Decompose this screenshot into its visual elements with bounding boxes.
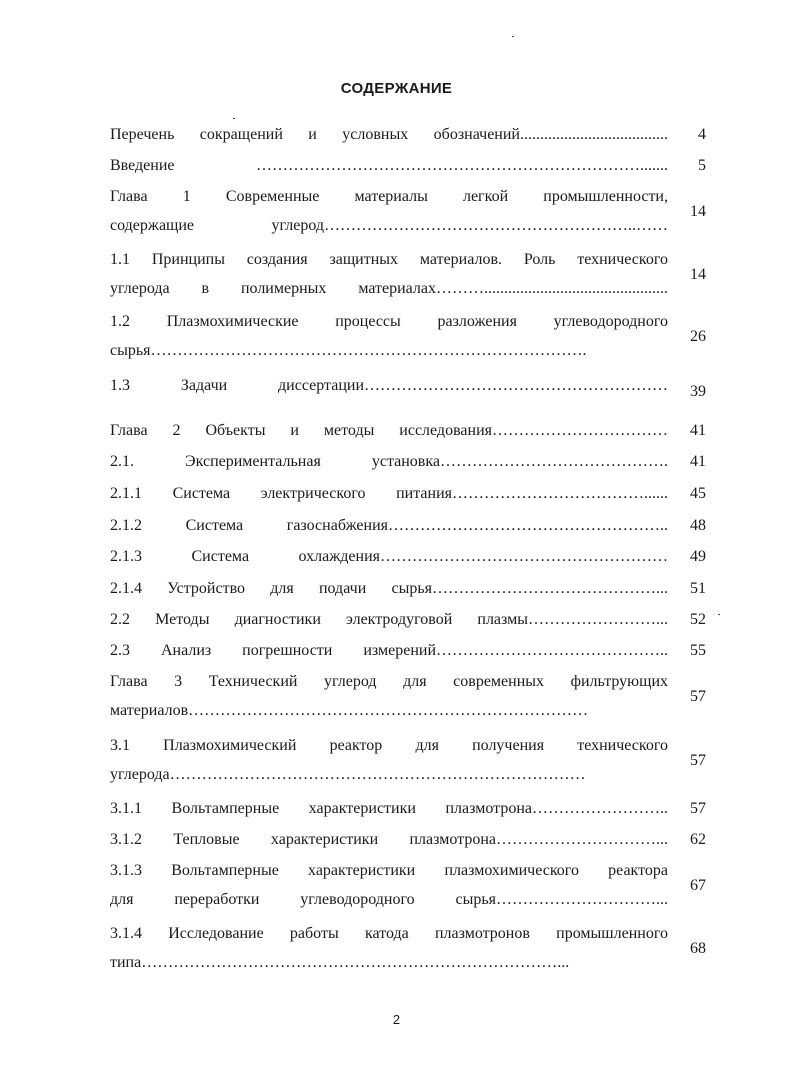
toc-entry-line: для переработки углеводородного сырья…………………………... (110, 891, 668, 908)
toc-entry (110, 120, 706, 149)
toc-entry-title: 2.1.4 Устройство для подачи сырья……………………………………... (110, 580, 668, 597)
toc-entry (110, 151, 706, 180)
toc-entry (110, 416, 706, 445)
toc-entry (110, 447, 706, 476)
toc-entry-page: 49 (690, 548, 706, 565)
toc-entry (110, 574, 706, 603)
toc-entry-page: 68 (690, 939, 706, 957)
toc-entry-line: материалов………………………………………………………………… (110, 702, 589, 719)
toc-entry-line: типа……………………………………………………………………... (110, 954, 570, 971)
toc-entry-page: 62 (690, 831, 706, 848)
toc-entry-title: 2.1. Экспериментальная установка……………………………………. (110, 453, 668, 470)
toc-entry-page: 57 (690, 800, 706, 817)
toc-entry-page: 5 (698, 157, 706, 174)
toc-entry-page: 51 (690, 580, 706, 597)
toc-entry-page: 55 (690, 642, 706, 659)
toc-entry-page: 57 (690, 687, 706, 705)
toc-entry-page: 67 (690, 876, 706, 894)
toc-entry-title (110, 245, 668, 303)
toc-entry (110, 794, 706, 823)
toc-entry-line: Глава 3 Технический углерод для современных фильтрующих (110, 673, 668, 690)
toc-entry-page: 41 (690, 453, 706, 470)
scan-speck (718, 614, 720, 615)
toc-entry-title (110, 182, 668, 240)
toc-entry-title (110, 856, 668, 914)
toc-entry-line: 3.1 Плазмохимический реактор для получения технического (110, 737, 668, 754)
toc-entry-title: 2.1.2 Система газоснабжения…………………………………………….. (110, 517, 668, 534)
toc-entry-page: 14 (690, 265, 706, 283)
scan-speck (233, 118, 235, 119)
toc-entry-page: 45 (690, 485, 706, 502)
toc-entry (110, 605, 706, 634)
toc-entry (110, 919, 706, 977)
toc-entry (110, 636, 706, 665)
toc-entry-title: 1.3 Задачи диссертации………………………………………………… (110, 377, 668, 394)
toc-entry-title: 2.2 Методы диагностики электродуговой плазмы……………………... (110, 611, 668, 628)
toc-entry-page: 41 (690, 422, 706, 439)
toc-entry-page: 39 (690, 383, 706, 400)
toc-entry-title: 2.1.1 Система электрического питания………………………………...... (110, 485, 668, 502)
toc-entry-line: углерода в полимерных материалах……….............................................. (110, 280, 668, 297)
toc-entry (110, 667, 706, 725)
scan-speck (512, 36, 514, 37)
toc-entry-line: сырья………………………………………………………………………. (110, 342, 587, 359)
toc-entry-line: 3.1.3 Вольтамперные характеристики плазмохимического реактора (110, 862, 668, 879)
page-number: 2 (392, 1012, 401, 1027)
toc-entry (110, 307, 706, 365)
toc-entry-line: 1.2 Плазмохимические процессы разложения углеводородного (110, 313, 668, 330)
toc-entry-page: 4 (698, 126, 706, 143)
toc-entry (110, 511, 706, 540)
toc-entry-line: 3.1.4 Исследование работы катода плазмотронов промышленного (110, 925, 668, 942)
toc-entry (110, 245, 706, 303)
toc-entry-title: 3.1.2 Тепловые характеристики плазмотрона…………………………... (110, 831, 668, 848)
toc-entry-page: 14 (690, 202, 706, 220)
toc-entry-line: углерода…………………………………………………………………… (110, 766, 586, 783)
toc-entry-title (110, 307, 668, 365)
toc-entry-page: 52 (690, 611, 706, 628)
toc-entry-line: 1.1 Принципы создания защитных материалов. Роль технического (110, 251, 668, 268)
toc-entry-title: 3.1.1 Вольтамперные характеристики плазмотрона…………………….. (110, 800, 668, 817)
toc-entry (110, 479, 706, 508)
toc-entry-title: Введение ………………………………………………………………....... (110, 157, 668, 174)
toc-entry (110, 856, 706, 914)
toc-entry-line: содержащие углерод…………………………………………………..…… (110, 217, 668, 234)
toc-entry-page: 57 (690, 751, 706, 769)
toc-entry (110, 371, 706, 400)
page-title: СОДЕРЖАНИЕ (340, 80, 453, 97)
toc-entry-line: Глава 1 Современные материалы легкой промышленности, (110, 188, 668, 205)
toc-entry-title: 2.3 Анализ погрешности измерений…………………………………….. (110, 642, 668, 659)
toc-entry (110, 731, 706, 789)
toc-entry-title (110, 667, 668, 725)
toc-entry-title: Перечень сокращений и условных обозначений..................................... (110, 126, 668, 143)
toc-entry-page: 26 (690, 327, 706, 345)
toc-entry-title: 2.1.3 Система охлаждения……………………………………………… (110, 548, 668, 565)
toc-entry-page: 48 (690, 517, 706, 534)
toc-entry-title (110, 731, 668, 789)
toc-entry-title (110, 919, 668, 977)
toc-entry (110, 182, 706, 240)
toc-entry-title: Глава 2 Объекты и методы исследования…………………………… (110, 422, 668, 439)
toc-entry (110, 542, 706, 571)
toc-entry (110, 825, 706, 854)
